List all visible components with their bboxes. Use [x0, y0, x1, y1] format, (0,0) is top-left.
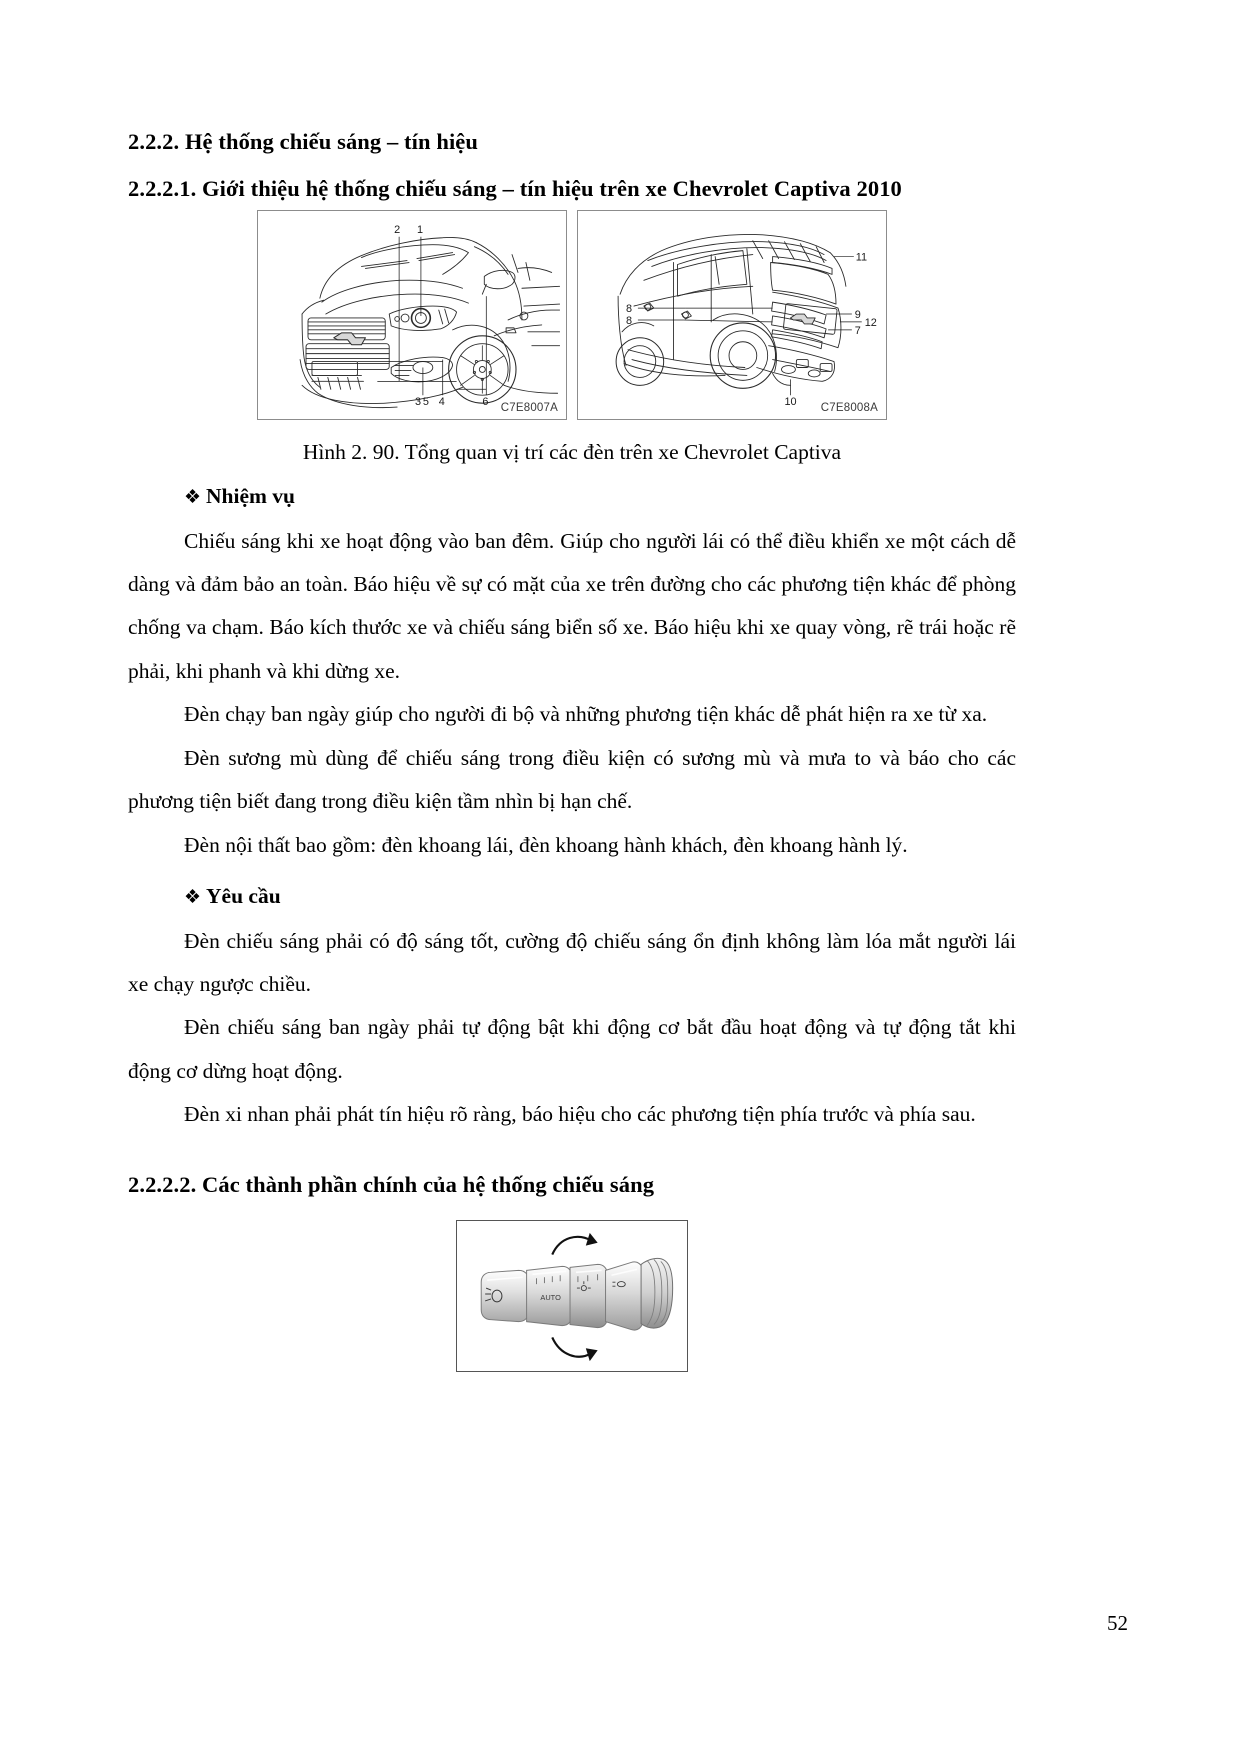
subsection-heading-2: 2.2.2.2. Các thành phần chính của hệ thống chiếu sáng: [128, 1171, 655, 1197]
figure-code-left: C7E8007A: [500, 402, 558, 414]
paragraph-2: Đèn chạy ban ngày giúp cho người đi bộ và những phương tiện khác dễ phát hiện ra xe từ xa.: [184, 702, 988, 727]
bullet-nhiem-vu: [184, 481, 1016, 512]
light-switch-stalk-illustration: [457, 1221, 687, 1371]
page-content: [128, 128, 1016, 1372]
figure-1: [128, 210, 1016, 420]
bullet-yeu-cau: [184, 881, 1016, 912]
paragraph-6: Đèn chiếu sáng ban ngày phải tự động bật khi động cơ bắt đầu hoạt động và tự động tắt khi động cơ dừng hoạt động.: [128, 1015, 1016, 1083]
callout-8b: 8: [626, 314, 633, 327]
figure-2-panel: [456, 1220, 688, 1372]
paragraph-7: Đèn xi nhan phải phát tín hiệu rõ ràng, báo hiệu cho các phương tiện phía trước và phía sau.: [184, 1102, 976, 1127]
page-number: 52: [1107, 1611, 1128, 1635]
auto-label: AUTO: [540, 1292, 561, 1302]
callout-7: 7: [854, 324, 861, 337]
paragraph-4: Đèn nội thất bao gồm: đèn khoang lái, đèn khoang hành khách, đèn khoang hành lý.: [184, 832, 908, 857]
figure-1-caption: Hình 2. 90. Tổng quan vị trí các đèn trên xe Chevrolet Captiva: [302, 440, 842, 464]
subsection-heading-1: 2.2.2.1. Giới thiệu hệ thống chiếu sáng – tín hiệu trên xe Chevrolet Captiva 2010: [128, 176, 902, 201]
callout-9: 9: [854, 308, 861, 321]
paragraph-3: Đèn sương mù dùng để chiếu sáng trong điều kiện có sương mù và mưa to và báo cho các phương tiện biết đang trong điều kiện tầm nhìn bị hạn chế.: [128, 745, 1016, 814]
callout-12: 12: [864, 316, 877, 329]
callout-10: 10: [784, 396, 797, 409]
callout-1: 1: [416, 223, 424, 236]
diamond-bullet-icon-2: ❖: [184, 886, 202, 908]
callout-4: 4: [438, 396, 445, 409]
paragraph-1: Chiếu sáng khi xe hoạt động vào ban đêm. Giúp cho người lái có thể điều khiển xe một cách dễ dàng và đảm bảo an toàn. Báo hiệu về sự có mặt của xe trên đường cho các phương tiện khác để phòng chống va chạm. Báo kích thước xe và chiếu sáng biển số xe. Báo hiệu khi xe quay vòng, rẽ trái hoặc rẽ phải, khi phanh và khi dừng xe.: [128, 528, 1016, 683]
paragraph-5: Đèn chiếu sáng phải có độ sáng tốt, cường độ chiếu sáng ổn định không làm lóa mắt người lái xe chạy ngược chiều.: [128, 928, 1016, 996]
bullet-label-yeu-cau: Yêu cầu: [206, 883, 281, 908]
car-rear-illustration: [578, 211, 886, 419]
figure-1-panel-right: [577, 210, 887, 420]
bullet-label-nhiem-vu: Nhiệm vụ: [206, 484, 295, 509]
callout-2: 2: [394, 223, 401, 236]
figure-2: [128, 1220, 1016, 1372]
figure-code-right: C7E8008A: [820, 402, 878, 414]
callout-8a: 8: [626, 303, 633, 316]
callout-3: 3: [414, 396, 422, 409]
figure-1-panel-left: [257, 210, 567, 420]
section-heading: 2.2.2. Hệ thống chiếu sáng – tín hiệu: [128, 129, 478, 154]
diamond-bullet-icon: ❖: [184, 487, 202, 509]
callout-5: 5: [422, 396, 429, 409]
callout-6: 6: [482, 396, 489, 409]
callout-11: 11: [855, 251, 868, 264]
car-front-illustration: [258, 211, 566, 419]
